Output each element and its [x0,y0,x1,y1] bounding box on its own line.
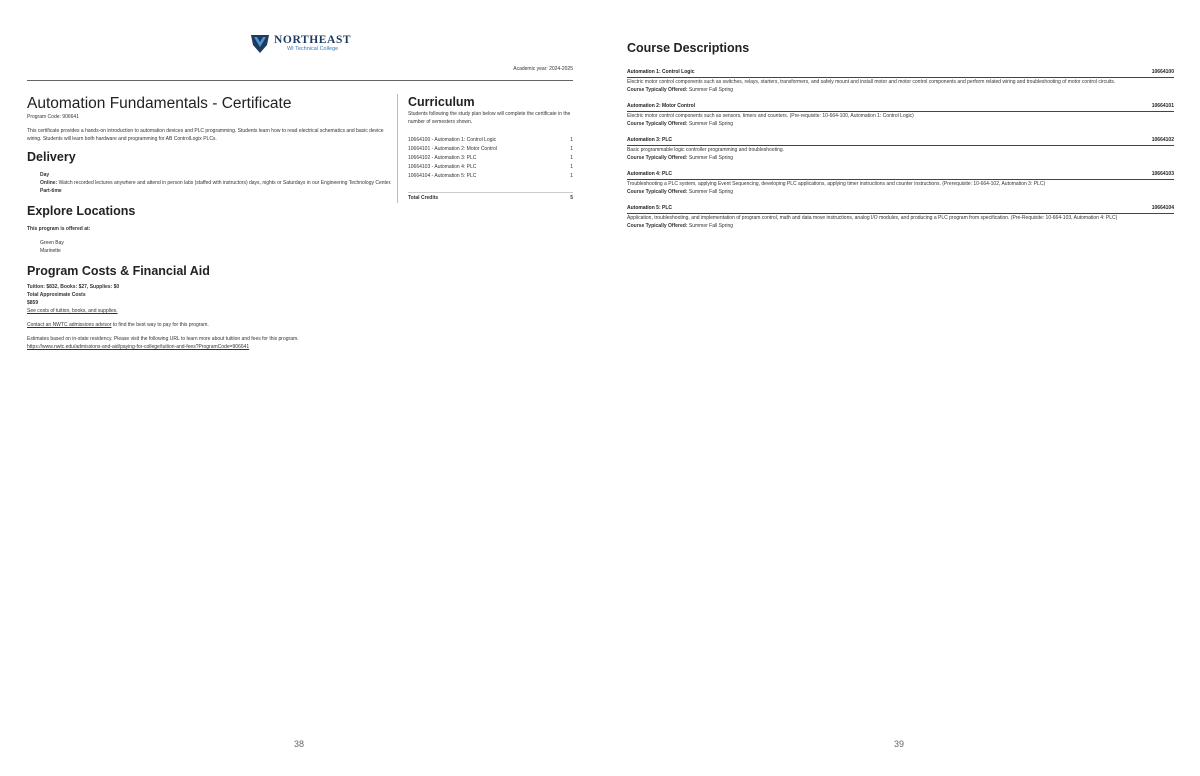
program-code: Program Code: 906641 [27,114,79,120]
page-number: 38 [294,739,305,749]
offered-at-label: This program is offered at: [27,226,91,232]
location-item: Marinette [40,248,61,254]
course-offered [627,86,1174,94]
course-description: Electric motor control components such as switches, relays, starters, transformers, and safely mount and install motor and motor control components and perform related wiring and troubleshooting of motor control circuits. [627,79,1116,85]
course-offered [627,188,1174,196]
course-name: 10664102 - Automation 3: PLC [408,155,477,161]
offered-terms: Summer Fall Spring [688,121,734,127]
course-credits: 1 [570,137,573,143]
total-costs-label: Total Approximate Costs [27,292,86,298]
total-credits-row [408,192,573,203]
course-header [627,136,1174,146]
course-credits: 1 [570,155,573,161]
header-divider [27,80,573,81]
offered-label: Course Typically Offered: [627,155,688,161]
course-code: 10664104 [1151,205,1174,211]
shield-logo-icon [250,32,270,54]
location-item: Green Bay [40,240,64,246]
total-credits-value: 5 [570,195,573,201]
curriculum-row [408,154,573,163]
page-title: Automation Fundamentals - Certificate [27,95,292,112]
course-code: 10664100 [1151,69,1174,75]
course-entry [627,102,1174,128]
curriculum-row [408,145,573,154]
course-offered [627,154,1174,162]
advisor-link[interactable]: Contact an NWTC admissions advisor [27,322,112,328]
offered-terms: Summer Fall Spring [688,155,734,161]
locations-heading: Explore Locations [27,204,136,218]
online-label: Online: [40,180,58,186]
total-costs-value: $859 [27,300,39,306]
course-entry [627,136,1174,162]
course-title: Automation 5: PLC [627,205,672,211]
tuition-url-link[interactable]: https://www.nwtc.edu/admissions-and-aid/paying-for-college/tuition-and-fees?ProgramCode=906641 [27,344,250,350]
delivery-heading: Delivery [27,150,76,164]
course-header [627,170,1174,180]
offered-label: Course Typically Offered: [627,87,688,93]
right-page [600,0,1200,776]
course-credits: 1 [570,173,573,179]
delivery-part-time: Part-time [40,188,62,194]
tuition-line: Tuition: $832, Books: $27, Supplies: $0 [27,284,120,290]
program-intro: This certificate provides a hands-on introduction to automation devices and PLC programming. Students learn how to read electrical schematics and basic device wiring. Students will learn both hardware and programming for AB ControlLogix PLCs. [27,128,384,142]
course-title: Automation 4: PLC [627,171,672,177]
curriculum-heading: Curriculum [408,95,475,109]
course-description: Troubleshooting a PLC system, applying Event Sequencing, developing PLC applications, applying timer instructions and counter instructions. (Prerequisite: 10-664-102, Automation 3: PLC) [627,181,1046,187]
offered-terms: Summer Fall Spring [688,223,734,229]
costs-heading: Program Costs & Financial Aid [27,264,210,278]
offered-label: Course Typically Offered: [627,121,688,127]
delivery-day: Day [40,172,50,178]
course-code: 10664102 [1151,137,1174,143]
course-title: Automation 1: Control Logic [627,69,695,75]
academic-year: Academic year: 2024-2025 [513,66,573,72]
offered-label: Course Typically Offered: [627,189,688,195]
course-offered [627,222,1174,230]
costs-link[interactable]: See costs of tuition, books, and supplies. [27,308,118,314]
curriculum-row [408,136,573,145]
course-descriptions-heading: Course Descriptions [627,41,750,55]
course-description: Basic programmable logic controller programming and troubleshooting. [627,147,785,153]
course-title: Automation 3: PLC [627,137,672,143]
course-header [627,102,1174,112]
program-overview [27,94,397,351]
online-text: Watch recorded lectures anywhere and attend in person labs (staffed with instructors) days, nights or Saturdays in our Engineering Technology Center. [58,180,392,186]
course-name: 10664103 - Automation 4: PLC [408,164,477,170]
course-name: 10664101 - Automation 2: Motor Control [408,146,497,152]
advisor-line [27,321,397,329]
course-credits: 1 [570,164,573,170]
page-number: 39 [894,739,905,749]
curriculum-list [408,136,573,181]
curriculum-row [408,163,573,172]
curriculum-panel [397,94,573,203]
course-entry [627,204,1174,230]
estimate-text: Estimates based on in-state residency. Please visit the following URL to learn more about tuitiion and fees for this program. [27,336,299,342]
offered-terms: Summer Fall Spring [688,189,734,195]
course-name: 10664100 - Automation 1: Control Logic [408,137,497,143]
course-header [627,68,1174,78]
course-credits: 1 [570,146,573,152]
course-code: 10664103 [1151,171,1174,177]
advisor-rest: to find the best way to pay for this program. [111,322,209,328]
course-code: 10664101 [1151,103,1174,109]
total-credits-label: Total Credits [408,195,439,201]
course-entry [627,68,1174,94]
course-title: Automation 2: Motor Control [627,103,696,109]
course-description: Application, troubleshooting, and implementation of program control, math and data move instructions, analog I/O modules, and producing a PLC program from specification. (Pre-Requisite: 10-664-103, Automation 4: PLC) [627,215,1118,221]
curriculum-row [408,172,573,181]
course-descriptions [627,40,1174,238]
course-name: 10664104 - Automation 5: PLC [408,173,477,179]
logo-name: NORTHEAST [274,33,352,46]
offered-terms: Summer Fall Spring [688,87,734,93]
college-logo [250,32,351,54]
logo-subtitle: WI Technical College [286,45,339,52]
course-entry [627,170,1174,196]
delivery-online [27,179,397,187]
offered-label: Course Typically Offered: [627,223,688,229]
course-offered [627,120,1174,128]
course-description: Electric motor control components such as sensors, timers and counters. (Pre-requisite: 10-664-100, Automation 1: Control Logic) [627,113,914,119]
curriculum-intro: Students following the study plan below will complete the certificate in the number of semesters shown. [408,111,571,125]
course-header [627,204,1174,214]
